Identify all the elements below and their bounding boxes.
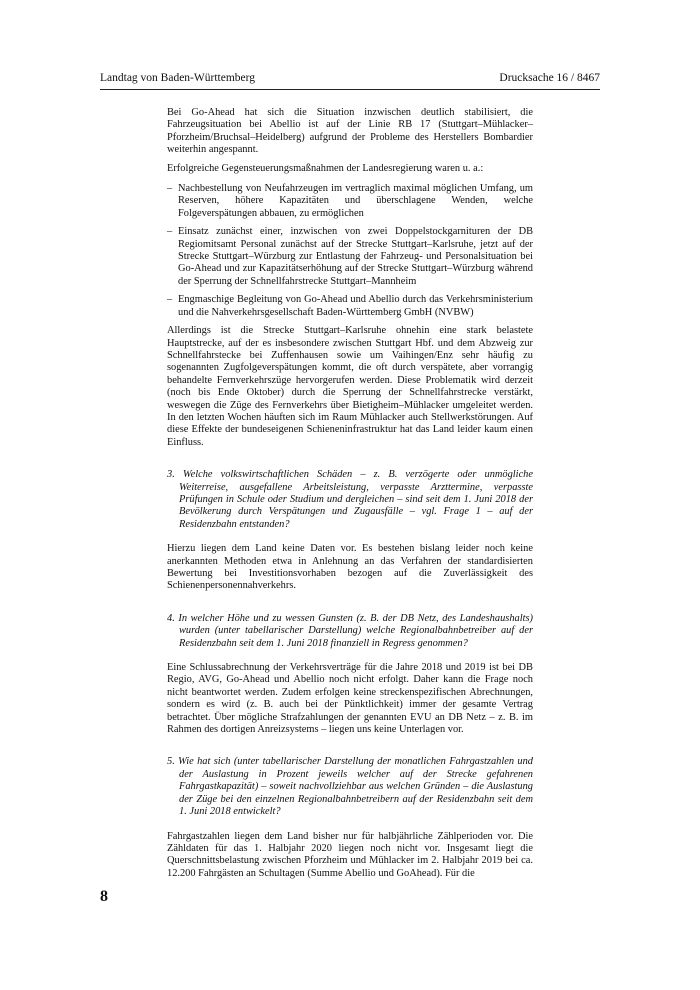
answer-4: Eine Schlussabrechnung der Verkehrsverträge für die Jahre 2018 und 2019 ist bei DB Regio, AVG, Go-Ahead und Abellio noch nicht erfolgt. Daher kann die Frage noch nicht beantwortet werden. Zudem erfolgen keine streckenspezifischen Abrechnungen, sondern es wird (z. B. auch bei der Pünktlichkeit) immer der gesamte Vertrag betrachtet. Über mögliche Strafzahlungen der genannten EVU an DB Netz – z. B. im Rahmen des dortigen Anreizsystems – liegen uns keine Unterlagen vor. bbox=[167, 662, 533, 736]
list-item-text: Nachbestellung von Neufahrzeugen im vertraglich maximal möglichen Umfang, um Reserven, höhere Kapazitäten und überschlagene Wenden, welche Folgeverspätungen abbauen, zu ermöglichen bbox=[178, 183, 533, 219]
question-4: 4. In welcher Höhe und zu wessen Gunsten (z. B. der DB Netz, des Landeshaushalts) wurden (unter tabellarischer Darstellung) welche Regionalbahnbetreiber auf der Residenzbahn seit dem 1. Juni 2018 finanziell in Regress genommen? bbox=[167, 612, 533, 649]
page-content bbox=[167, 107, 533, 880]
list-item bbox=[167, 294, 533, 319]
page-header bbox=[100, 71, 600, 85]
list-item bbox=[167, 226, 533, 288]
question-3: 3. Welche volkswirtschaftlichen Schäden – z. B. verzögerte oder unmögliche Weiterreise, ausgefallene Arbeitsleistung, verpasste Arzttermine, verpasste Prüfungen in Schule oder Studium und dergleichen – sind seit dem 1. Juni 2018 der Bevölkerung durch Verspätungen und Zugausfälle – vgl. Frage 1 – auf der Residenzbahn entstanden? bbox=[167, 469, 533, 530]
header-left: Landtag von Baden-Württemberg bbox=[100, 72, 255, 84]
answer-3: Hierzu liegen dem Land keine Daten vor. Es bestehen bislang leider noch keine anerkannten Methoden etwa in Anlehnung an das Verfahren der standardisierten Bewertung bei Investitionsvorhaben bezogen auf die Zuverlässigkeit des Schienenpersonennahverkehrs. bbox=[167, 543, 533, 592]
dash-marker: – bbox=[167, 226, 173, 238]
list-item bbox=[167, 183, 533, 220]
page-number: 8 bbox=[100, 888, 108, 905]
measures-intro: Erfolgreiche Gegensteuerungsmaßnahmen der Landesregierung waren u. a.: bbox=[167, 162, 484, 174]
dash-marker: – bbox=[167, 294, 173, 306]
header-rule bbox=[100, 89, 600, 90]
dash-marker: – bbox=[167, 183, 173, 195]
answer-5: Fahrgastzahlen liegen dem Land bisher nur für halbjährliche Zählperioden vor. Die Zähldaten für das 1. Halbjahr 2020 liegen noch nicht vor. Insgesamt liegt die Querschnittsbelastung zwischen Pforzheim und Mühlacker im 2. Halbjahr 2019 bei ca. 12.200 Fahrgästen an Schultagen (Summe Abellio und GoAhead). Für die bbox=[167, 830, 533, 879]
question-5: 5. Wie hat sich (unter tabellarischer Darstellung der monatlichen Fahrgastzahlen und der Auslastung in Prozent jeweils welcher auf der Strecke gefahrenen Fahrgastkapazität) – soweit nachvollziehbar aus welchen Gründen – die Auslastung der Züge bei den einzelnen Regionalbahnbetreibern auf der Residenzbahn seit dem 1. Juni 2018 entwickelt? bbox=[167, 756, 533, 818]
measures-list bbox=[167, 183, 533, 319]
header-right: Drucksache 16 / 8467 bbox=[499, 72, 600, 84]
intro-paragraph: Bei Go-Ahead hat sich die Situation inzwischen deutlich stabilisiert, die Fahrzeugsituation bei Abellio ist auf der Linie RB 17 (Stuttgart–Mühlacker–Pforzheim/Bruchsal–Heidelberg) aufgrund der Probleme des Herstellers Bombardier weiterhin angespannt. bbox=[167, 107, 533, 156]
allerdings-paragraph: Allerdings ist die Strecke Stuttgart–Karlsruhe ohnehin eine stark belastete Hauptstrecke, auf der es insbesondere zwischen Stuttgart Hbf. und dem Abzweig zur Schnellfahrstecke bei Zuffenhausen sowie um Vaihingen/Enz sehr häufig zu sogenannten Zugfolgeverspätungen kommt, die oft durch verspätete, aber vorrangig behandelte Fernverkehrszüge hervorgerufen werden. Diese Problematik wird derzeit (noch bis Ende Oktober) durch die Sperrung der Schnellfahrstrecke verstärkt, weswegen die Züge des Fernverkehrs über Bietigheim–Mühlacker umgeleitet werden. In den letzten Wochen häuften sich im Raum Mühlacker auch Stellwerkstörungen. Auf diese Effekte der bundeseigenen Schieneninfrastruktur hat das Land leider kaum einen Einfluss. bbox=[167, 325, 533, 448]
list-item-text: Einsatz zunächst einer, inzwischen von zwei Doppelstockgarnituren der DB Regiomitsamt Personal zunächst auf der Strecke Stuttgart–Karlsruhe, jetzt auf der Strecke Stuttgart–Würzburg zur Entlastung der Fahrzeug- und Personalsituation bei Go-Ahead und zur Kapazitätserhöhung auf der Strecke Stuttgart–Würzburg während der Sperrung der Schnellfahrstrecke Stuttgart–Mannheim bbox=[178, 226, 533, 287]
list-item-text: Engmaschige Begleitung von Go-Ahead und Abellio durch das Verkehrsministerium und die Nahverkehrsgesellschaft Baden-Württemberg GmbH (NVBW) bbox=[178, 294, 533, 318]
